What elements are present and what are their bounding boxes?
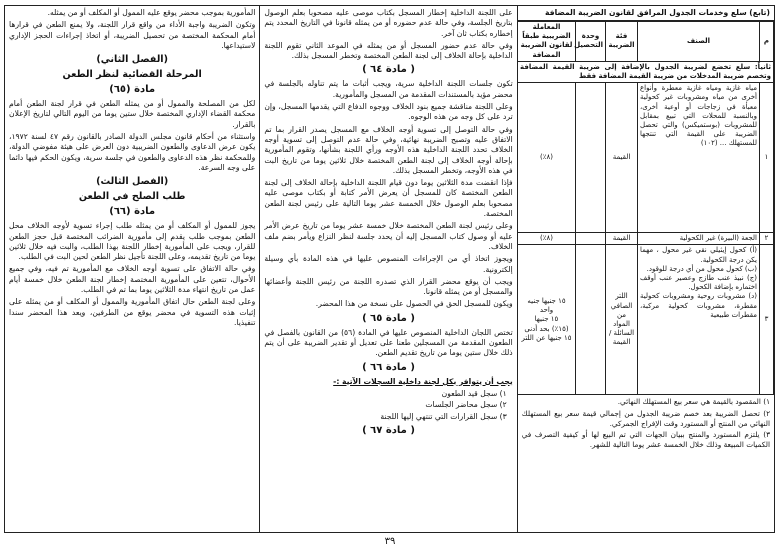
row-basis <box>576 245 606 395</box>
note-item: ٣) يلتزم المستورد والمنتج ببيان الجهات التي تم البيع لها أو كيفية التصرف في الكميات المبيعة وذلك خلال الخمسة عشر يوما التالية للشهر. <box>521 430 770 449</box>
row-item: الجعة (البيرة) غير الكحولية <box>638 233 760 245</box>
paragraph: وعلى اللجنة مناقشة جميع بنود الخلاف ووجوه الدفاع التي يقدمها المسجل، وإن ترد على كل وجه من هذه الوجوه. <box>264 102 513 122</box>
paragraph: وفي حالة الاتفاق على تسوية أوجه الخلاف مع المأمورية تم فيه، وفي جميع الأحوال، تتعين على المأمورية المختصة إخطار لجنة الطعن خلال خمسة أيام عمل من تاريخ انتهاء مدة الثلاثين يوما بما تم في الطلب. <box>9 264 256 295</box>
page-number: ٣٩ <box>384 536 396 547</box>
row-item: (أ) كحول إيثيلي نقي غير محول ، مهما يكن درجة الكحولية. (ب) كحول محول من أي درجة للوقود. (ج) نبيذ عنب طازج وعصير عنب أوقف اختماره بإضافة الكحول. (د) مشروبات روحية ومشروبات كحولية مقطرة، مشروبات كحولية مركبة، مقطرات طبيعية <box>638 245 760 395</box>
paragraph: ويجوز اتخاذ أي من الإجراءات المنصوص عليها في هذه المادة بأي وسيلة إلكترونية. <box>264 254 513 274</box>
row-unit: القيمة <box>606 233 638 245</box>
paragraph: فإذا انقضت مدة الثلاثين يوما دون قيام اللجنة الداخلية بإحالة الخلاف إلى لجنة الطعن المختصة كان للمسجل أن يعرض الأمر كتابة أو بكتاب موصى عليه مصحوبا بعلم الوصول خلال الخمسة عشر يوما التالية على رئيس لجنة الطعن المختصة. <box>264 178 513 219</box>
page-frame <box>4 5 775 533</box>
paragraph: وعلى رئيس لجنة الطعن المختصة خلال خمسة عشر يوما من تاريخ عرض الأمر عليه أو وصول كتاب المسجل إليه أن يحدد جلسة لنظر النزاع ويأمر بضم ملف الخلاف. <box>264 221 513 251</box>
paragraph: يجب أن يتوافر بكل لجنة داخلية السجلات الآتية :- <box>333 376 513 386</box>
paragraph: تكون جلسات اللجنة الداخلية سرية، ويجب أثبات ما يتم تناوله بالجلسة في محضر مؤيد بالمستندات المقدمة من المسجل والمأمورية. <box>264 79 513 99</box>
paragraph: وفي حالة التوصل إلى تسوية أوجه الخلاف مع المسجل يصدر القرار بما تم الاتفاق عليه وتصبح الضريبة نهائية، وفي حالة عدم التوصل إلى تسوية أوجه الخلاف تحدد اللجنة الداخلية هذه الأوجه ورأي اللجنة بشأنها، وتقوم المأمورية بإحالة أوجه الخلاف إلى لجنة الطعن المختصة خلال ثلاثين يوما من تاريخ البت في هذه الأوجه، وتخطر المسجل بذلك. <box>264 124 513 175</box>
left-column <box>5 6 259 532</box>
middle-column <box>259 6 516 532</box>
row-num: ٢ <box>760 233 774 245</box>
paragraph: وعلى لجنة الطعن حال اتفاق المأمورية والممول أو المكلف أو من يمثله على إثبات هذه التسوية في محضر يوقع من الطرفين، ويعد هذا المحضر سندا تنفيذيا. <box>9 297 256 327</box>
table-section-row <box>518 61 774 82</box>
row-basis <box>576 83 606 233</box>
table-column <box>517 6 774 532</box>
list-item: ٣) سجل القرارات التي تنتهي إليها اللجنة <box>380 411 507 421</box>
paragraph: وتكون الضريبة واجبة الأداء من واقع قرار اللجنة، ولا يمنع الطعن في قرارها أمام المحكمة المختصة من تحصيل الضريبة، أو اتخاذ إجراءات الحجز الإداري لاستيداعها. <box>9 20 256 50</box>
paragraph: واستثناء من أحكام قانون مجلس الدولة الصادر بالقانون رقم ٤٧ لسنة ١٩٧٢، يكون عرض الدعاوى والطعون الضريبية دون العرض على هيئة مفوضي الدولة، وللمحكمة نظر هذه الدعاوى والطعون في جلسة سرية، ويكون الحكم فيها دائما على وجه السرعة. <box>9 132 256 172</box>
article-heading: ( مادة ٦٧ ) <box>362 424 415 436</box>
table-row <box>518 83 774 233</box>
article-heading: ( مادة ٦٦ ) <box>362 361 415 373</box>
article-heading: مادة (٦٥) <box>109 84 156 96</box>
table-row <box>518 245 774 395</box>
chapter-heading: (الفصل الثاني) <box>96 54 168 66</box>
article-heading: مادة (٦٦) <box>109 206 156 218</box>
paragraph: ويجب أن يوقع محضر القرار الذي تصدره اللجنة من رئيس اللجنة وأعضائها والمسجل أو من يمثله قانونا. <box>264 276 513 297</box>
paragraph: تختص اللجان الداخلية المنصوص عليها في المادة (٥٦) من القانون بالفصل في الطعون المقدمة من المسجلين طعنا على تعديل أو تقدير الضريبة على أن يتم ذلك خلال ستين يوما من تاريخ تقديم الطعن. <box>264 327 513 358</box>
note-item: ١) المقصود بالقيمة هي سعر بيع المستهلك النهائي. <box>617 397 770 407</box>
paragraph: لكل من المصلحة والممول أو من يمثله الطعن في قرار لجنة الطعن أمام محكمة القضاء الإداري المختصة خلال ستين يوما من اليوم التالي لتاريخ الإعلان بالقرار. <box>9 99 256 129</box>
row-unit: اللتر الصافي من المواد السائلة / القيمة <box>606 245 638 395</box>
article-heading: ( مادة ٦٤ ) <box>362 64 415 76</box>
chapter-title: المرحلة القضائية لنظر الطعن <box>62 69 202 81</box>
header-unit: فئة الضريبة <box>606 22 638 62</box>
paragraph: وفي حالة عدم حضور المسجل أو من يمثله في الموعد الثاني تقوم اللجنة الداخلية بإحالة الخلاف إلى لجنة الطعن المختصة وتخطر المسجل بذلك. <box>264 40 513 61</box>
table-row <box>518 233 774 245</box>
header-item: الصنف <box>638 22 760 62</box>
chapter-title: طلب الصلح في الطعن <box>78 191 186 203</box>
list-item: ٢) سجل محاضر الجلسات <box>425 400 507 410</box>
row-rate: (٨٪) <box>518 233 576 245</box>
paragraph: يجوز للممول أو المكلف أو من يمثله طلب إجراء تسوية لأوجه الخلاف محل الطعن بموجب طلب يقدم إلى مأمورية الضرائب المختصة قبل حجز الطعن للقرار، ويجب على المأمورية إخطار اللجنة بهذا الطلب، والبت فيه خلال ثلاثين يوما من تاريخ تقديمه، وعلى اللجنة تأجيل نظر الطعن لحين البت في الطلب. <box>9 221 256 262</box>
row-basis <box>576 233 606 245</box>
paragraph: على اللجنة الداخلية إخطار المسجل بكتاب موصى عليه مصحوبا بعلم الوصول بتاريخ الجلسة، وفي حالة عدم حضوره أو من يمثله قانونا في التاريخ المحدد يتم إخطاره بكتاب ثان آخر. <box>264 8 513 38</box>
table-title: (تابع) سلع وخدمات الجدول المرافق لقانون الضريبة المضافة <box>518 6 774 21</box>
row-rate: ١٥ جنيها جنيه واحد ١٥ جنيها (١٥٪) بحد أدنى ١٥ جنيها عن اللتر <box>518 245 576 395</box>
row-num: ٣ <box>760 245 774 395</box>
chapter-heading: (الفصل الثالث) <box>96 176 169 188</box>
tax-table <box>517 21 774 395</box>
paragraph: ويكون للمسجل الحق في الحصول على نسخة من هذا المحضر. <box>315 299 513 309</box>
table-notes <box>518 395 774 453</box>
header-basis: وحدة التحصيل <box>576 22 606 62</box>
table-header-row <box>518 22 774 62</box>
row-num: ١ <box>760 83 774 233</box>
row-rate: (٨٪) <box>518 83 576 233</box>
header-rate: المعاملة الضريبية طبقاً لقانون الضريبة المضافة <box>518 22 576 62</box>
header-num: م <box>760 22 774 62</box>
second-title: ثانياً: سلع تخضع لضريبة الجدول بالإضافة إلى ضريبة القيمة المضافة وتخصم ضريبة المدخلات من ضريبة القيمة المضافة فقط <box>518 61 774 82</box>
article-heading: ( مادة ٦٥ ) <box>362 312 415 324</box>
list-item: ١) سجل قيد الطعون <box>441 388 507 398</box>
row-unit: القيمة <box>606 83 638 233</box>
paragraph: المأمورية بموجب محضر يوقع عليه الممول أو المكلف أو من يمثله. <box>47 8 256 17</box>
note-item: ٢) تحصل الضريبة بعد خصم ضريبة الجدول من إجمالي قيمة سعر بيع المستهلك النهائي من المنتج أو المستورد وقت الإفراج الجمركي. <box>521 409 770 428</box>
row-item: مياه غازية ومياه غازية معطرة وأنواع أخرى من مياه ومشروبات غير كحولية معبأة في زجاجات أو أوعية أخرى، وبالنسبة للمحلات التي تبيع بمقابل للمشروبات (بوستميكس) والتي تحصل الضريبة على القيمة التي تنتجها للمستهلك ... (١٠٢) <box>638 83 760 233</box>
